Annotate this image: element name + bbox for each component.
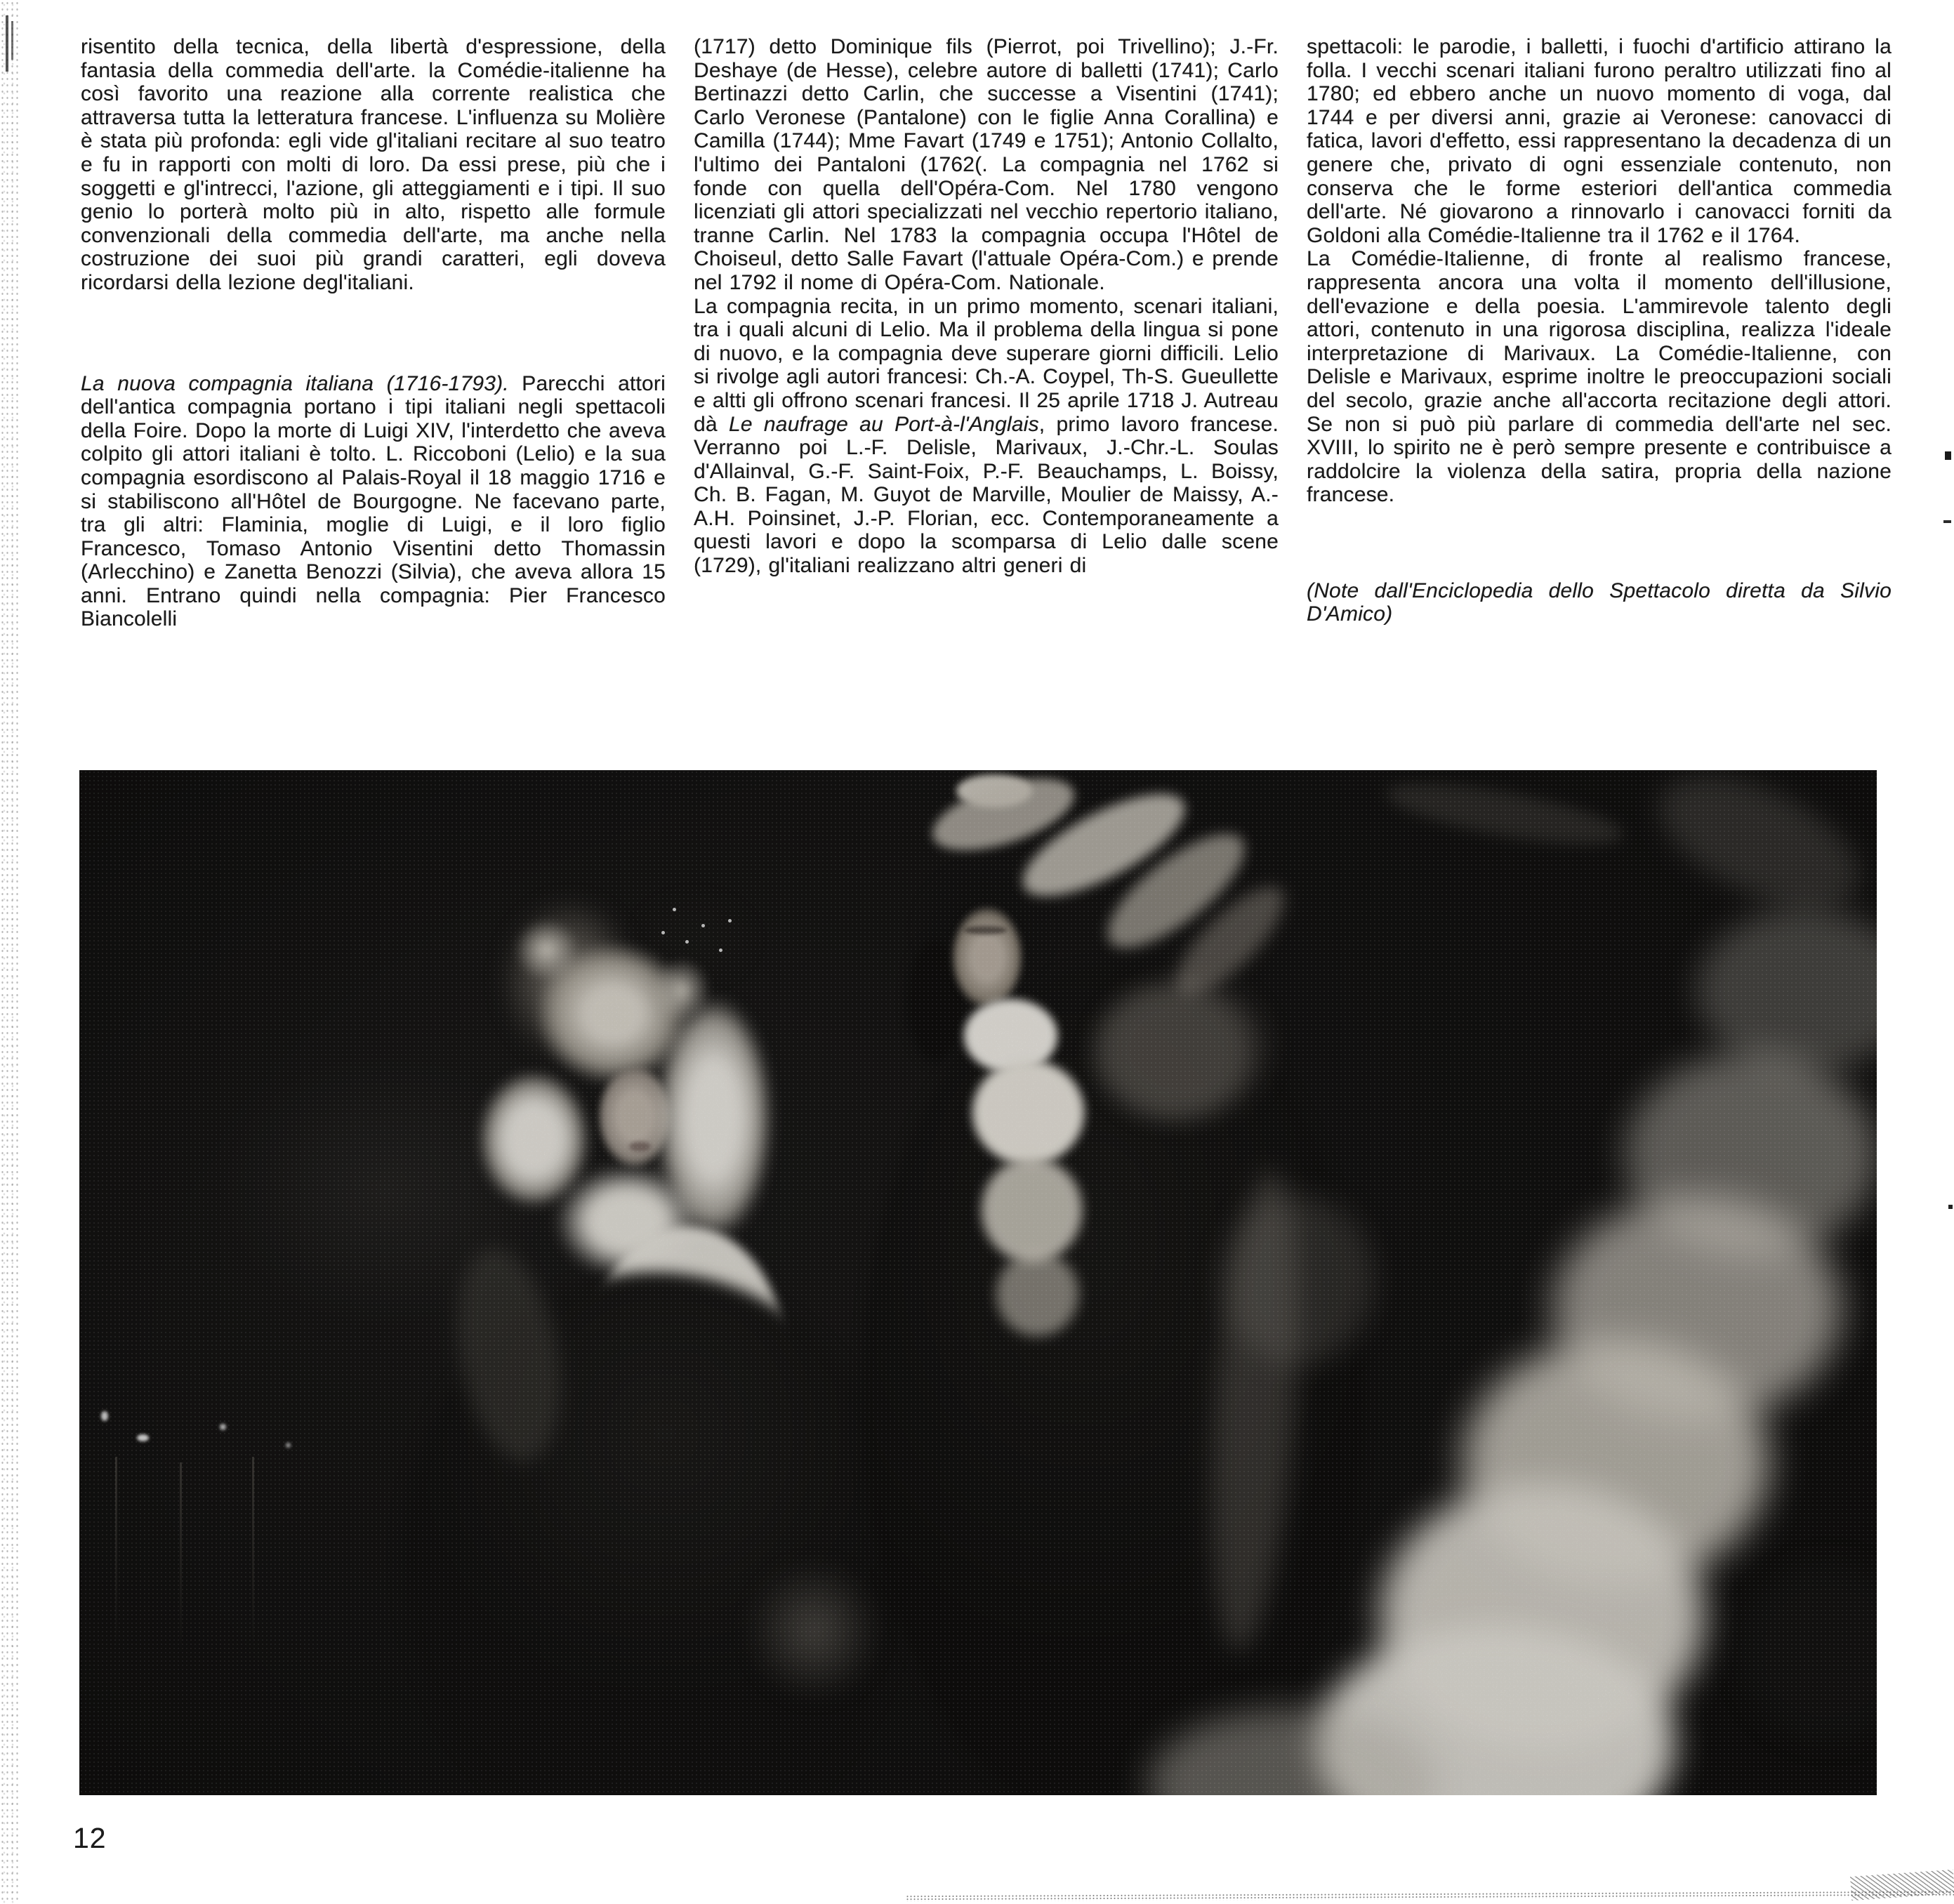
scan-mark-top-left-2 [11, 21, 13, 60]
scan-edge-artifact-bottom [906, 1891, 1954, 1902]
text-column-2 [694, 35, 1279, 631]
paragraph-decline [1307, 35, 1892, 247]
stage-photo [79, 770, 1877, 1795]
paragraph-text: La compagnia recita, in un primo momento, scenari italiani, tra i quali alcuni di Lelio. Ma il problema della lingua si pone di nuovo, e la compagnia deve superare giorni difficili. Lelio si rivolge agli autori francesi: Ch.-A. Coypel, Th-S. Gueullette e altti gli offrono scenari francesi. Il 25 aprile 1718 J. Autreau dà [694, 294, 1279, 436]
source-note-italic [1307, 579, 1892, 626]
paragraph-repertoire [694, 295, 1279, 578]
scan-mark-top-left [6, 15, 8, 72]
paragraph-text: La Comédie-Italienne, di fronte al realismo francese, rappresenta ancora una volta il momento dell'illusione, dell'evazione e della poesia. L'ammirevole talento degli attori, contenuto in una rigorosa disciplina, realizza l'ideale interpretazione di Marivaux. La Comédie-Italienne, con Delisle e Marivaux, esprime inoltre le preoccupazioni sociali del secolo, grazie anche all'accorta recitazione degli attori. Se non si può più parlare di commedia dell'arte nel sec. XVIII, lo spirito ne è però sempre presente e contribuisce a raddolcire la violenza della satira, propria della nazione francese. [1307, 247, 1892, 507]
scan-mark-right-1 [1945, 451, 1951, 460]
text-column-1 [81, 35, 666, 631]
paragraph-text: risentito della tecnica, della libertà d'espressione, della fantasia della commedia dell'arte. la Comédie-italienne ha così favorito una reazione alla corrente realistica che attraversa tutta la letteratura francese. L'influenza su Molière è stata più profonda: egli vide gl'italiani recitare al suo teatro e fu in rapporti con molti di loro. Da essi prese, più che i soggetti e gl'intrecci, l'azione, gli atteggiamenti e i tipi. Il suo genio lo porterà molto più in alto, rispetto alle formule convenzionali della commedia dell'arte, ma anche nella costruzione dei suoi più grandi caratteri, egli doveva ricordarsi della lezione degl'italiani. [81, 35, 666, 294]
paragraph-text: (1717) detto Dominique fils (Pierrot, poi Trivellino); J.-Fr. Deshaye (de Hesse), celebre autore di balletti (1741); Carlo Bertinazzi detto Carlin, che successe a Visentini (1741); Carlo Veronese (Pantalone) con le figlie Anna Corallina) e Camilla (1744); Mme Favart (1749 e 1751); Antonio Collalto, l'ultimo dei Pantaloni (1762(. La compagnia nel 1762 si fonde con quella dell'Opéra-Com. Nel 1780 vengono licenziati gli attori specializzati nel vecchio repertorio italiano, tranne Carlin. Nel 1783 la compagnia occupa l'Hôtel de Choiseul, detto Salle Favart (l'attuale Opéra-Com.) e prende nel 1792 il nome di Opéra-Com. Nationale. [694, 35, 1279, 294]
article-body [81, 35, 1892, 631]
scan-edge-artifact-left [0, 0, 18, 1904]
paragraph-conclusion [1307, 247, 1892, 507]
paragraph-text: , primo lavoro francese. Verranno poi L.-F. Delisle, Marivaux, J.-Chr.-L. Soulas d'Allainval, G.-F. Saint-Foix, P.-F. Beauchamps, L. Boissy, Ch. B. Fagan, M. Guyot de Marville, Moulier de Maissy, A.-A.H. Poinsinet, J.-P. Florian, ecc. Contemporaneamente a questi lavori e dopo la scomparsa di Lelio dalle scene (1729), gl'italiani realizzano altri generi di [694, 412, 1279, 578]
text-column-3 [1307, 35, 1892, 631]
paragraph-actors-list [694, 35, 1279, 295]
paragraph-text: Parecchi attori dell'antica compagnia portano i tipi italiani negli spettacoli della Foire. Dopo la morte di Luigi XIV, l'interdetto che aveva colpito gli attori italiani è tolto. L. Riccoboni (Lelio) e la sua compagnia esordiscono al Palais-Royal il 18 maggio 1716 e si stabiliscono all'Hôtel de Bourgogne. Ne facevano parte, tra gli altri: Flaminia, moglie di Luigi, e il loro figlio Francesco, Tomaso Antonio Visentini detto Thomassin (Arlecchino) e Zanetta Benozzi (Silvia), che aveva allora 15 anni. Entrano quindi nella compagnia: Pier Francesco Biancolelli [81, 371, 666, 631]
paragraph-new-company [81, 372, 666, 632]
film-grain-overlay [79, 770, 1877, 1795]
page-number: 12 [73, 1822, 107, 1854]
note-text: (Note dall'Enciclopedia dello Spettacolo diretta da Silvio D'Amico) [1307, 579, 1892, 626]
paragraph-text: spettacoli: le parodie, i balletti, i fuochi d'artificio attirano la folla. I vecchi scenari italiani furono peraltro utilizzati fino al 1780; ed ebbero anche un nuovo momento di voga, dal 1744 e per diversi anni, grazie ai Veronese: canovacci di fatica, lavori d'effetto, essi rappresentano la decadenza di un genere che, privato di ogni essenziale contenuto, non conserva che le forme esteriori dell'antica commedia dell'arte. Né giovarono a rinnovarlo i canovacci forniti da Goldoni alla Comédie-Italienne tra il 1762 e il 1764. [1307, 35, 1892, 247]
scan-mark-right-3 [1948, 1205, 1953, 1209]
section-lead-italic: La nuova compagnia italiana (1716-1793). [81, 371, 509, 395]
play-title-italic: Le naufrage au Port-à-l'Anglais [728, 412, 1039, 436]
paragraph-continuation [81, 35, 666, 295]
scan-mark-right-2 [1943, 520, 1951, 523]
